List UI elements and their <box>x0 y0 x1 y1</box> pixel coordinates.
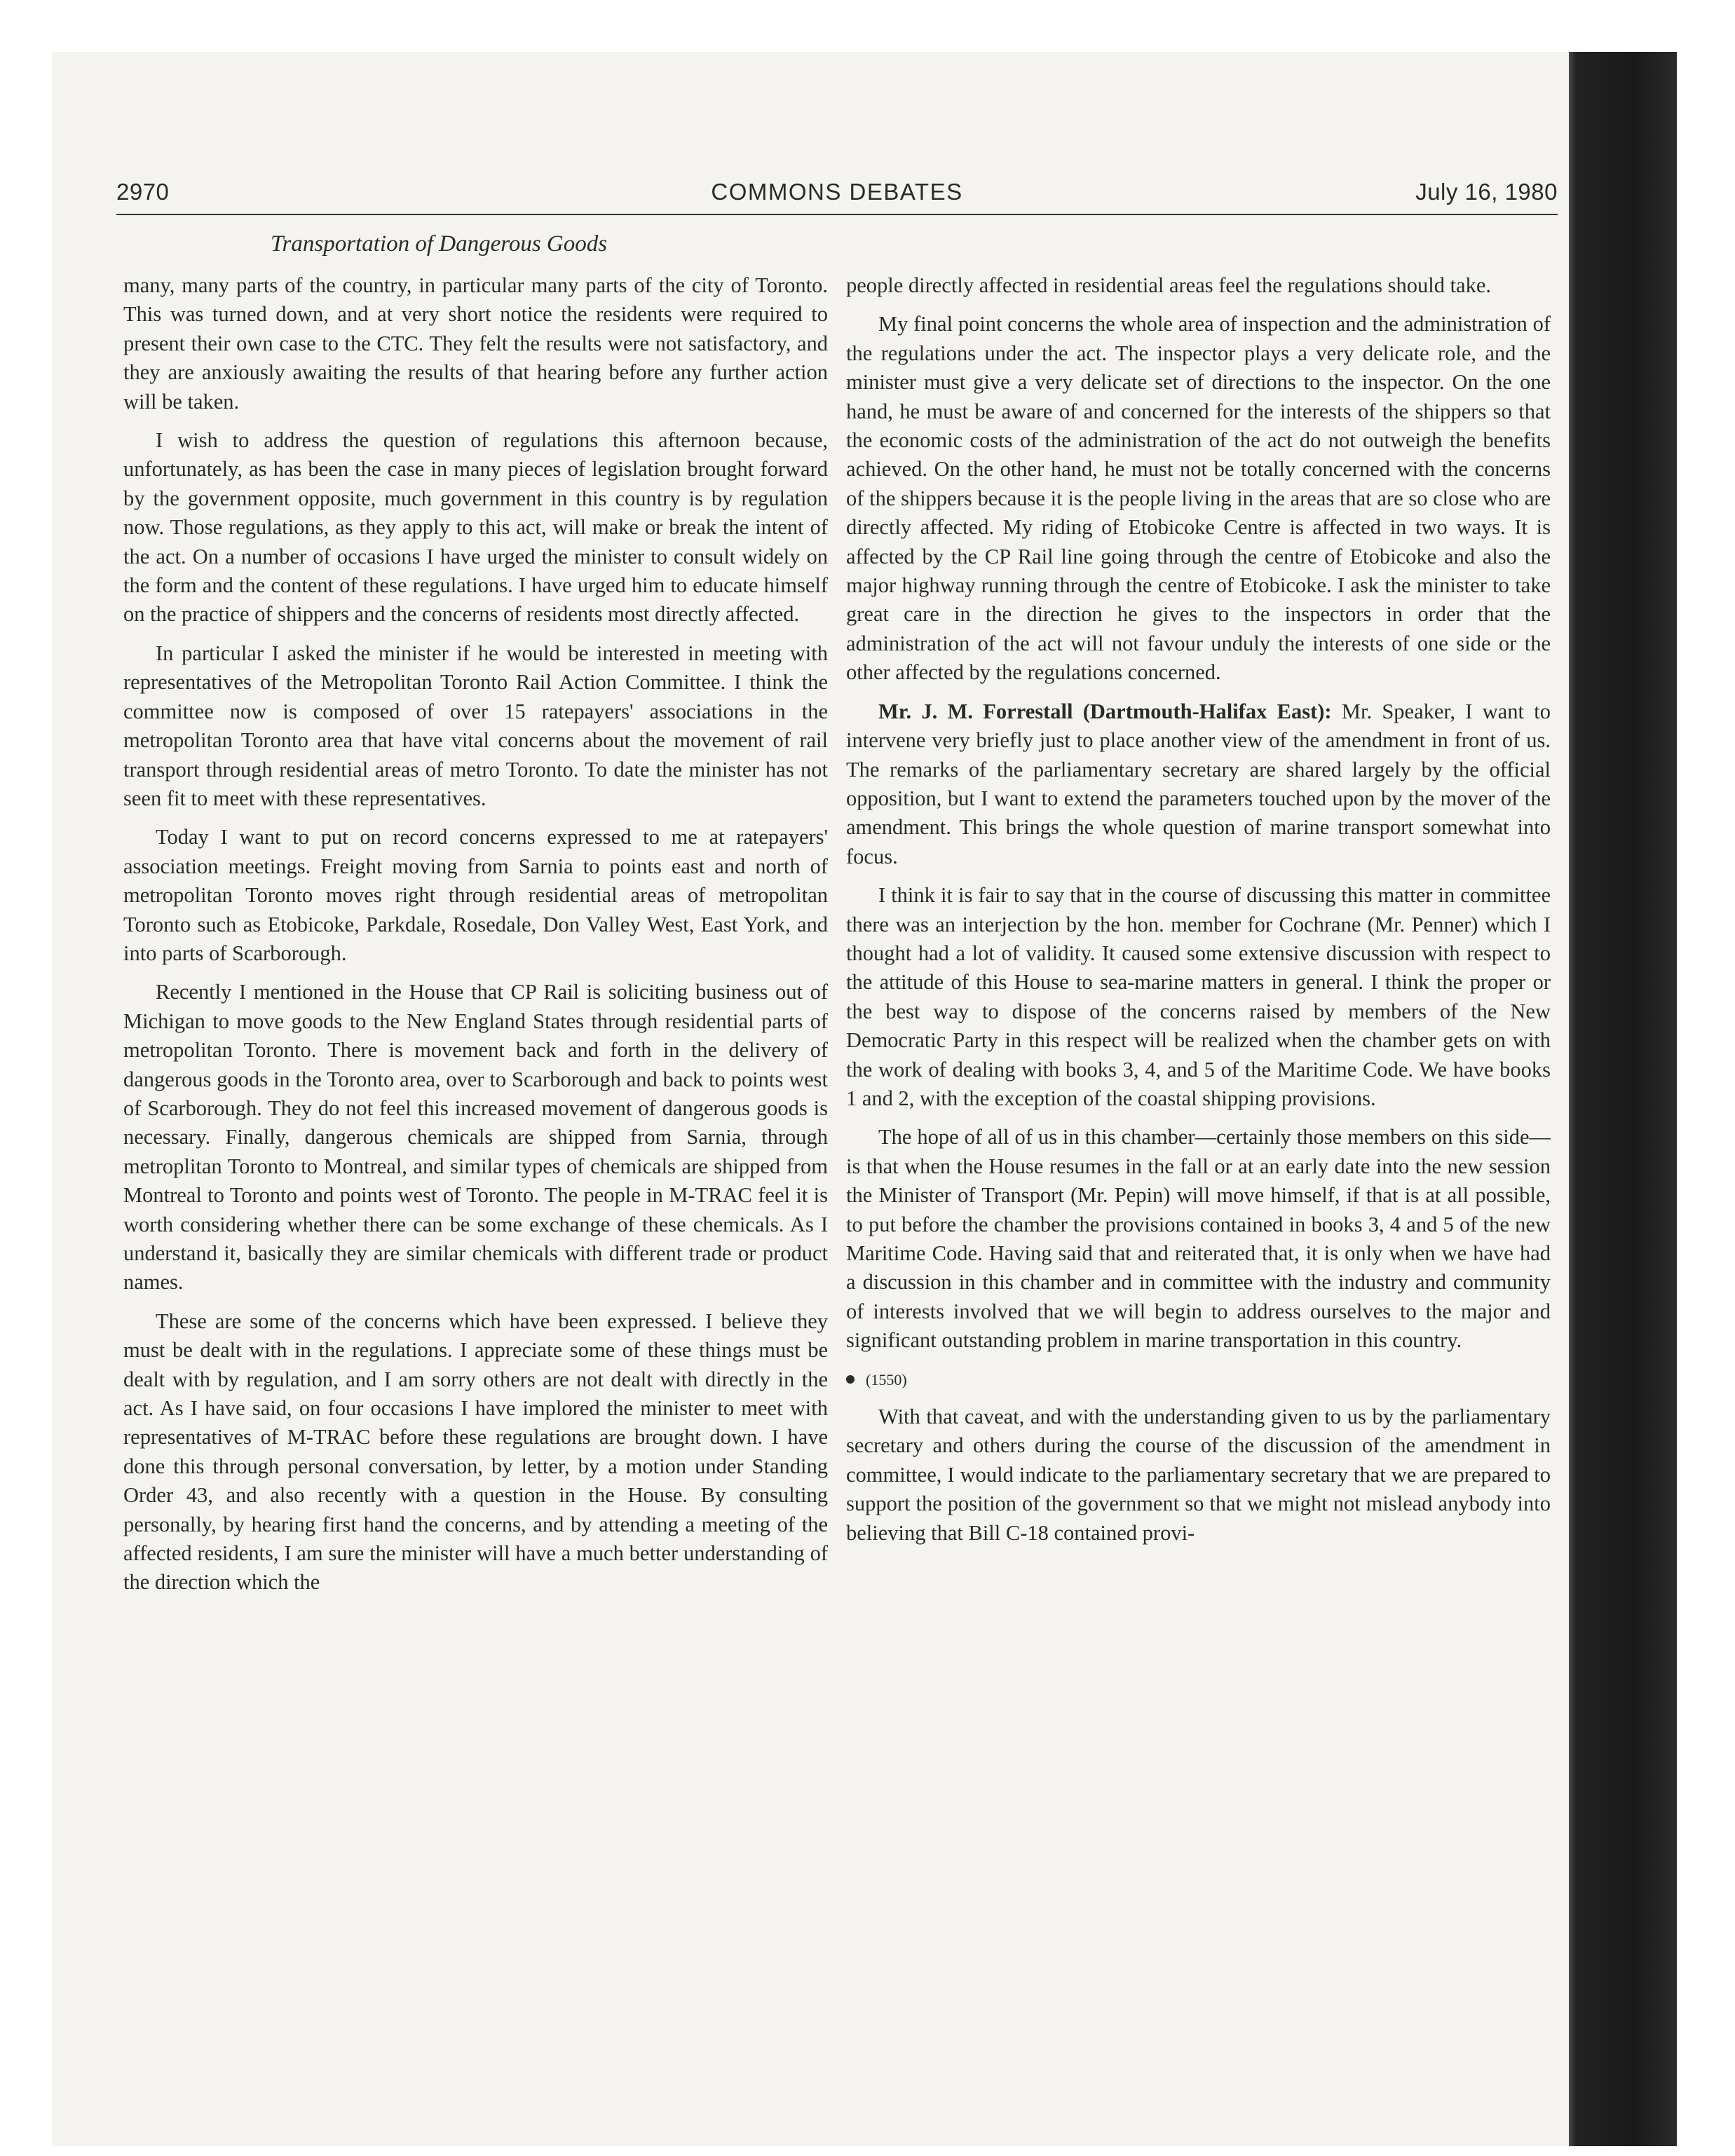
subject-heading: Transportation of Dangerous Goods <box>271 231 608 257</box>
bullet-icon <box>846 1375 855 1384</box>
speaker-paragraph <box>846 697 1551 871</box>
right-column <box>846 271 1551 1557</box>
paragraph: These are some of the concerns which have been expressed. I believe they must be dealt with in the regulations. I appreciate some of these things must be dealt with by regulation, and I am sorry others are not dealt with directly in the act. As I have said, on four occasions I have implored the minister to meet with representatives of M-TRAC before these regulations are brought down. I have done this through personal conversation, by letter, by a motion under Standing Order 43, and also recently with a question in the House. By consulting personally, by hearing first hand the concerns, and by attending a meeting of the affected residents, I am sure the minister will have a much better understanding of the direction which the <box>123 1309 828 1595</box>
paragraph: Today I want to put on record concerns expressed to me at ratepayers' association meetings. Freight moving from Sarnia to points east and north of metropolitan Toronto moves right through residential areas of metropolitan Toronto such as Etobicoke, Parkdale, Rosedale, Don Valley West, East York, and into parts of Scarborough. <box>123 825 828 965</box>
paragraph: The hope of all of us in this chamber—certainly those members on this side—is that when the House resumes in the fall or at an early date into the new session the Minister of Transport (Mr. Pepin) will move himself, if that is at all possible, to put before the chamber the provisions contained in books 3, 4 and 5 of the new Maritime Code. Having said that and reiterated that, it is only when we have had a discussion in this chamber and in committee with the industry and community of interests involved that we will begin to address ourselves to the major and significant outstanding problem in marine transportation in this country. <box>846 1125 1551 1353</box>
page-header <box>116 179 1558 215</box>
time-marker-text: (1550) <box>866 1370 907 1389</box>
paragraph: In particular I asked the minister if he would be interested in meeting with representatives of the Metropolitan Toronto Rail Action Committee. I think the committee now is composed of over 15 ratepayers' associations in the metropolitan Toronto area that have vital concerns about the movement of rail transport through residential areas of metro Toronto. To date the minister has not seen fit to meet with these representatives. <box>123 641 828 810</box>
paragraph: With that caveat, and with the understanding given to us by the parliamentary secretary and others during the course of the discussion of the amendment in committee, I would indicate to the parliamentary secretary that we are prepared to support the position of the government so that we might not mislead anybody into believing that Bill C-18 contained provi- <box>846 1405 1551 1545</box>
speech-text: Mr. Speaker, I want to intervene very briefly just to place another view of the amendment in front of us. The remarks of the parliamentary secretary are shared largely by the official opposition, but I want to extend the parameters touched upon by the mover of the amendment. This brings the whole question of marine transport somewhat into focus. <box>846 699 1551 868</box>
paragraph: I wish to address the question of regulations this afternoon because, unfortunately, as has been the case in many pieces of legislation brought forward by the government opposite, much government in this country is by regulation now. Those regulations, as they apply to this act, will make or break the intent of the act. On a number of occasions I have urged the minister to consult widely on the form and the content of these regulations. I have urged him to educate himself on the practice of shippers and the concerns of residents most directly affected. <box>123 428 828 627</box>
paragraph: people directly affected in residential areas feel the regulations should take. <box>846 273 1491 297</box>
left-column <box>123 271 828 1607</box>
publication-title: COMMONS DEBATES <box>711 179 963 205</box>
speaker-name: Mr. J. M. Forrestall (Dartmouth-Halifax East): <box>878 699 1332 723</box>
time-marker <box>846 1365 1551 1394</box>
publication-date: July 16, 1980 <box>1415 179 1558 205</box>
page-binding-edge <box>1569 52 1677 2146</box>
page-number: 2970 <box>116 179 170 205</box>
paragraph: Recently I mentioned in the House that CP Rail is soliciting business out of Michigan to move goods to the New England States through residential parts of metropolitan Toronto. There is movement back and forth in the delivery of dangerous goods in the Toronto area, over to Scarborough and back to points west of Scarborough. They do not feel this increased movement of dangerous goods is necessary. Finally, dangerous chemicals are shipped from Sarnia, through metroplitan Toronto to Montreal, and similar types of chemicals are shipped from Montreal to Toronto and points west of Toronto. The people in M-TRAC feel it is worth considering whether there can be some exchange of these chemicals. As I understand it, basically they are similar chemicals with different trade or product names. <box>123 980 828 1295</box>
paragraph: many, many parts of the country, in particular many parts of the city of Toronto. This was turned down, and at very short notice the residents were required to present their own case to the CTC. They felt the results were not satisfactory, and they are anxiously awaiting the results of that hearing before any further action will be taken. <box>123 273 828 414</box>
paragraph: I think it is fair to say that in the course of discussing this matter in committee there was an interjection by the hon. member for Cochrane (Mr. Penner) which I thought had a lot of validity. It caused some extensive discussion with respect to the attitude of this House to sea-marine matters in general. I think the proper or the best way to dispose of the concerns raised by members of the New Democratic Party in this respect will be realized when the chamber gets on with the work of dealing with books 3, 4, and 5 of the Maritime Code. We have books 1 and 2, with the exception of the coastal shipping provisions. <box>846 883 1551 1110</box>
paragraph: My final point concerns the whole area of inspection and the administration of the regulations under the act. The inspector plays a very delicate role, and the minister must give a very delicate set of directions to the inspector. On the one hand, he must be aware of and concerned for the interests of the shippers so that the economic costs of the administration of the act do not outweigh the benefits achieved. On the other hand, he must not be totally concerned with the concerns of the shippers because it is the people living in the areas that are so close who are directly affected. My riding of Etobicoke Centre is affected in two ways. It is affected by the CP Rail line going through the centre of Etobicoke and also the major highway running through the centre of Etobicoke. I ask the minister to take great care in the direction he gives to the inspectors in order that the administration of the act will not favour unduly the interests of one side or the other affected by the regulations concerned. <box>846 312 1551 685</box>
